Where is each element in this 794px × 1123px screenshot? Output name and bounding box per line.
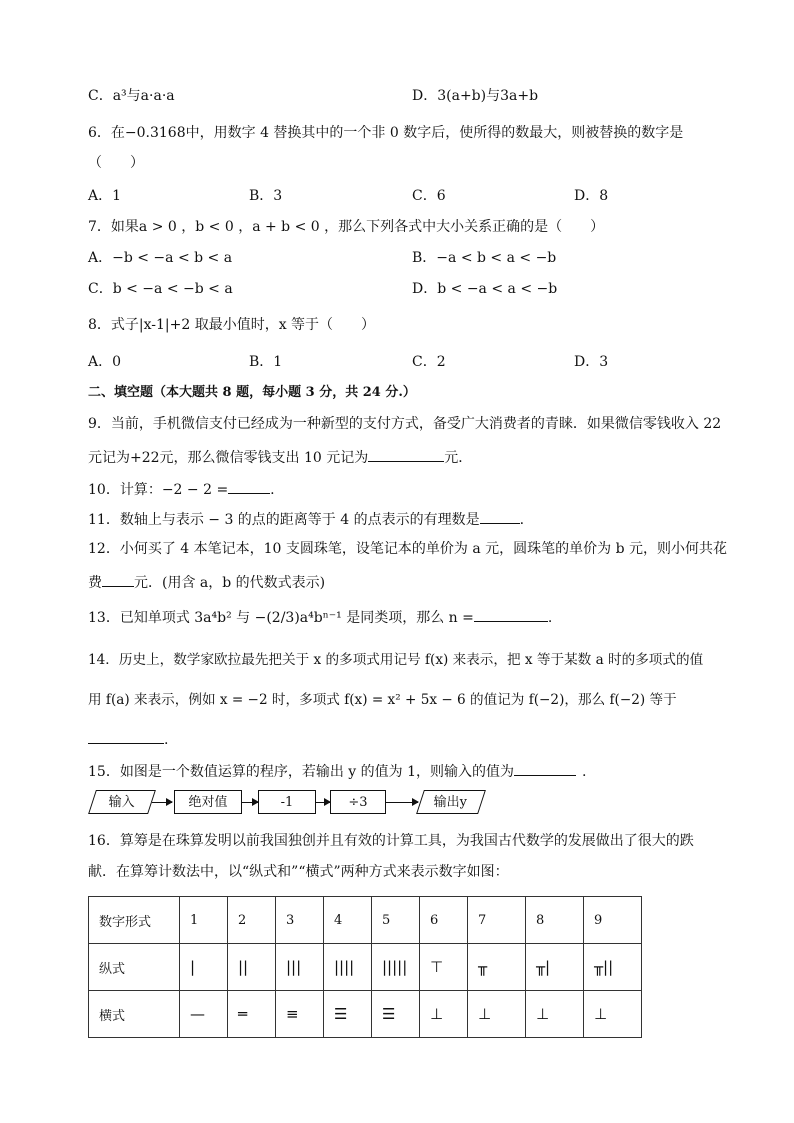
q14-line3 — [88, 728, 168, 750]
q6-option-b: B．3 — [249, 188, 283, 204]
q14-line1: 14．历史上，数学家欧拉最先把关于 x 的多项式用记号 f(x) 来表示，把 x 等于某数 a 时的多项式的值 — [88, 652, 704, 668]
table-cell: 6 — [420, 897, 468, 944]
rod-symbol: | — [180, 944, 228, 991]
rod-symbol: ⊥ — [420, 991, 468, 1038]
q9-line1: 9．当前，手机微信支付已经成为一种新型的支付方式，备受广大消费者的青睐．如果微信零钱收入 22 — [88, 416, 722, 432]
q13-end: . — [547, 610, 553, 626]
q8-option-b: B．1 — [249, 354, 283, 370]
section-2-heading: 二、填空题（本大题共 8 题，每小题 3 分，共 24 分.） — [88, 385, 416, 400]
q11-text: 11．数轴上与表示 − 3 的点的距离等于 4 的点表示的有理数是 — [88, 512, 480, 528]
table-cell: 纵式 — [89, 944, 180, 991]
counting-rods-table — [88, 896, 642, 1038]
q8-option-c: C．2 — [412, 354, 446, 370]
rod-symbol: |||| — [324, 944, 372, 991]
flow-divide-three-box: ÷3 — [330, 790, 386, 814]
q12-answer-blank[interactable] — [102, 571, 134, 587]
q15-line — [88, 760, 586, 782]
program-flow-diagram — [88, 790, 488, 816]
q13-answer-blank[interactable] — [474, 606, 548, 622]
flow-arrow — [152, 802, 172, 803]
q13-text: 13．已知单项式 3a⁴b² 与 −(2/3)a⁴bⁿ⁻¹ 是同类项，那么 n = — [88, 610, 474, 626]
q8-option-a: A．0 — [88, 354, 122, 370]
q16-line1: 16．算筹是在珠算发明以前我国独创并且有效的计算工具，为我国古代数学的发展做出了很大的跌 — [88, 833, 694, 849]
q7-option-d: D．b < −a < a < −b — [412, 281, 558, 297]
table-cell: 1 — [180, 897, 228, 944]
q10-line — [88, 478, 275, 500]
q7-option-c: C．b < −a < −b < a — [88, 281, 233, 297]
q15-end: . — [581, 764, 587, 780]
rod-symbol: ═ — [228, 991, 276, 1038]
rod-symbol: ||||| — [372, 944, 420, 991]
rod-symbol: || — [228, 944, 276, 991]
q9-text-a: 元记为+22元，那么微信零钱支出 10 元记为 — [88, 450, 369, 466]
q10-answer-blank[interactable] — [228, 478, 270, 494]
table-cell: 5 — [372, 897, 420, 944]
rod-symbol: ≡ — [276, 991, 324, 1038]
rod-symbol: ||| — [276, 944, 324, 991]
q16-line2: 献．在算筹计数法中，以“纵式和”“横式”两种方式来表示数字如图： — [88, 864, 509, 880]
q6-option-c: C．6 — [412, 188, 446, 204]
rod-symbol: — — [180, 991, 228, 1038]
rod-symbol: ╥ — [468, 944, 526, 991]
q12-line1: 12．小何买了 4 本笔记本，10 支圆珠笔，设笔记本的单价为 a 元，圆珠笔的单价为 b 元，则小何共花 — [88, 541, 727, 557]
q9-answer-blank[interactable] — [368, 446, 444, 462]
table-cell: 7 — [468, 897, 526, 944]
table-cell: 2 — [228, 897, 276, 944]
q7-option-b: B．−a < b < a < −b — [412, 250, 557, 266]
q8-stem: 8．式子|x-1|+2 取最小值时，x 等于（ ） — [88, 317, 376, 333]
q14-answer-blank[interactable] — [88, 728, 164, 744]
flow-arrow — [386, 802, 418, 803]
table-row-vertical — [89, 944, 642, 991]
table-cell: 4 — [324, 897, 372, 944]
flow-arrow — [242, 802, 258, 803]
q7-option-a: A．−b < −a < b < a — [88, 250, 233, 266]
rod-symbol: ╥|| — [584, 944, 642, 991]
q11-answer-blank[interactable] — [480, 508, 520, 524]
flow-abs-box: 绝对值 — [174, 790, 242, 814]
q6-stem-line2: （ ） — [88, 155, 144, 171]
rod-symbol: ╥| — [526, 944, 584, 991]
flow-arrow — [316, 802, 330, 803]
q12-text-b: 元．(用含 a，b 的代数式表示) — [134, 575, 326, 591]
q7-stem: 7．如果a > 0 ，b < 0 ，a + b < 0 ，那么下列各式中大小关系正确的是（ ） — [88, 219, 605, 235]
rod-symbol: ⊥ — [584, 991, 642, 1038]
table-cell: 数字形式 — [89, 897, 180, 944]
q13-line — [88, 606, 552, 628]
q15-text: 15．如图是一个数值运算的程序，若输出 y 的值为 1，则输入的值为 — [88, 764, 514, 780]
flow-input-box: 输入 — [88, 790, 156, 814]
q10-text: 10．计算：−2 − 2 = — [88, 482, 229, 498]
table-row-horizontal — [89, 991, 642, 1038]
q9-text-b: 元． — [444, 450, 473, 466]
q6-stem-line1: 6．在−0.3168中，用数字 4 替换其中的一个非 0 数字后，使所得的数最大，则被替换的数字是 — [88, 125, 684, 141]
table-cell: 8 — [526, 897, 584, 944]
q11-end: . — [519, 512, 525, 528]
rod-symbol: ☰ — [324, 991, 372, 1038]
q8-option-d: D．3 — [574, 354, 609, 370]
flow-output-box: 输出y — [416, 790, 486, 814]
q11-line — [88, 508, 524, 530]
q10-end: . — [270, 482, 275, 498]
rod-symbol: ⊤ — [420, 944, 468, 991]
table-cell: 3 — [276, 897, 324, 944]
rod-symbol: ⊥ — [468, 991, 526, 1038]
q12-text-a: 费 — [88, 575, 102, 591]
rod-symbol: ☰ — [372, 991, 420, 1038]
q14-end: . — [164, 732, 169, 748]
q6-option-d: D．8 — [574, 188, 609, 204]
table-row-header — [89, 897, 642, 944]
q12-line2 — [88, 571, 325, 593]
table-cell: 9 — [584, 897, 642, 944]
q5-option-c: C．a³与a·a·a — [88, 88, 175, 104]
rod-symbol: ⊥ — [526, 991, 584, 1038]
q6-option-a: A．1 — [88, 188, 122, 204]
table-cell: 横式 — [89, 991, 180, 1038]
q15-answer-blank[interactable] — [514, 760, 576, 776]
q9-line2 — [88, 446, 472, 468]
flow-minus-one-box: -1 — [258, 790, 316, 814]
q14-line2: 用 f(a) 来表示，例如 x = −2 时，多项式 f(x) = x² + 5x − 6 的值记为 f(−2)，那么 f(−2) 等于 — [88, 692, 677, 708]
q5-option-d: D．3(a+b)与3a+b — [412, 88, 539, 104]
